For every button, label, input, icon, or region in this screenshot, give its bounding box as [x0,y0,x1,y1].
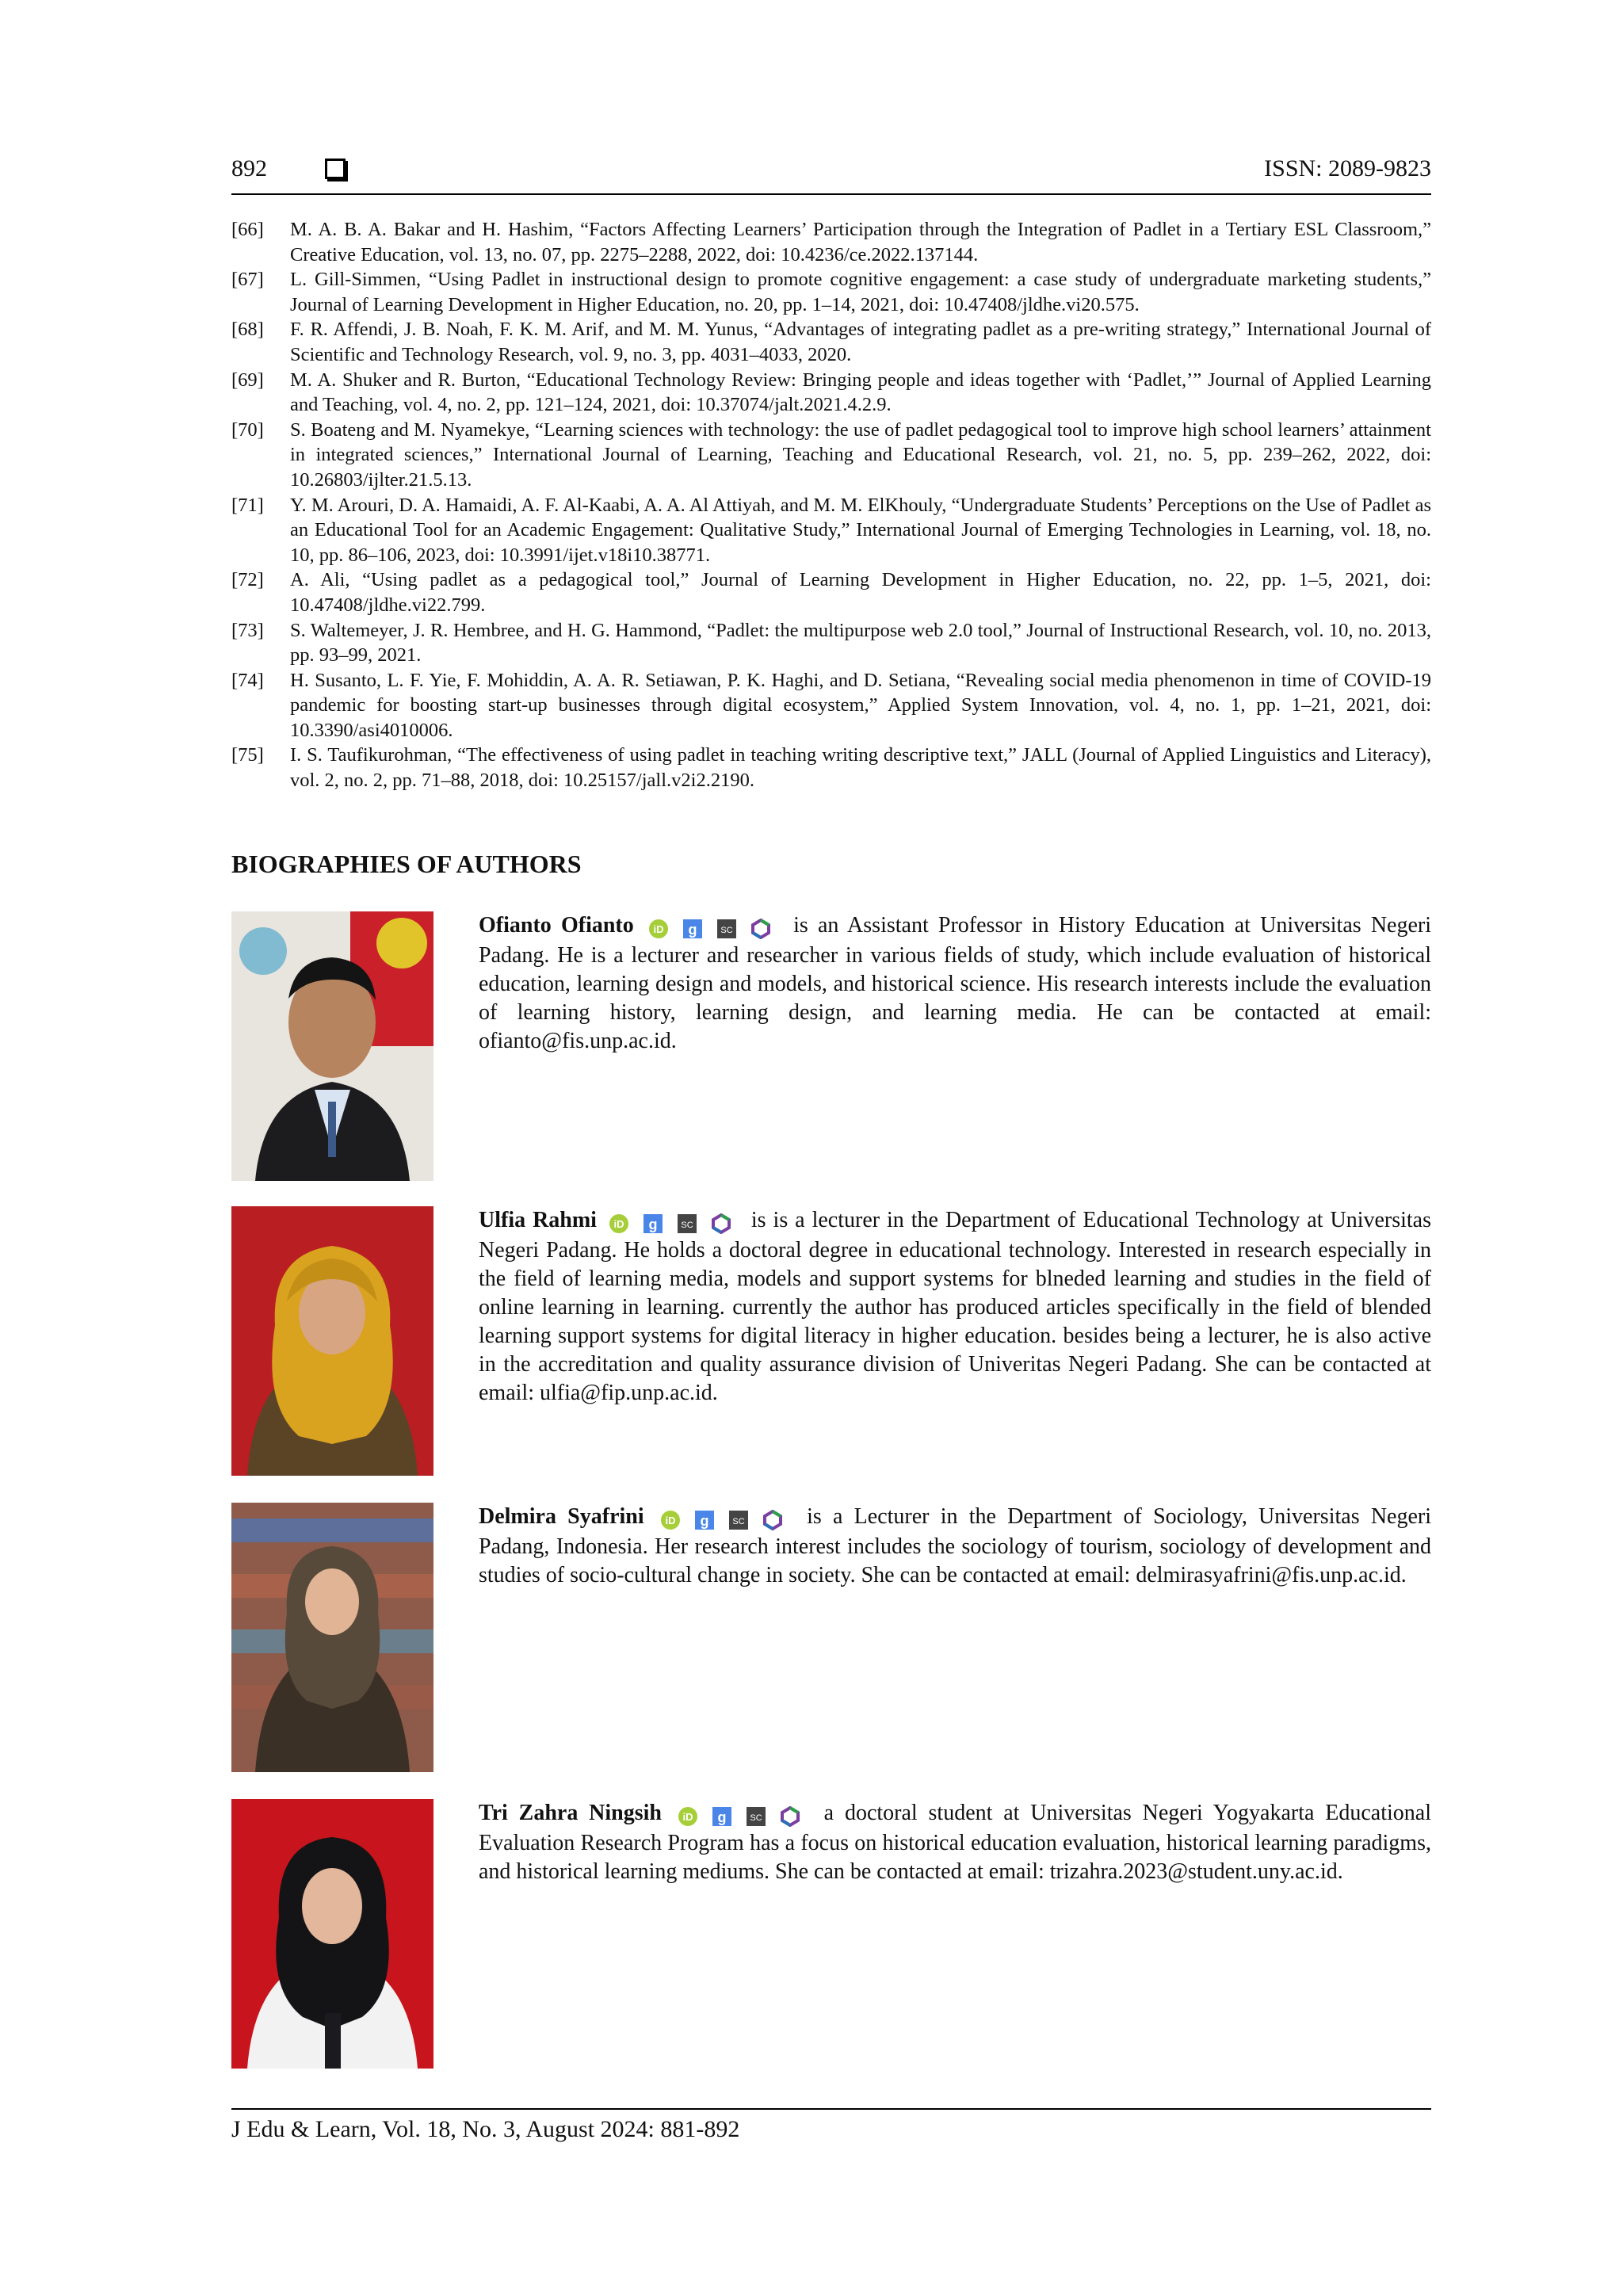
svg-text:g: g [717,1809,727,1825]
author-photo [231,1799,433,2069]
bio-text [479,1799,1431,1886]
author-bio [231,911,1431,1181]
author-photo [231,911,433,1181]
orcid-icon[interactable] [609,1213,629,1234]
google-scholar-icon[interactable] [643,1213,663,1234]
svg-text:iD: iD [665,1514,676,1526]
orcid-icon[interactable] [678,1806,698,1827]
page-number: 892 [231,155,267,181]
scopus-icon[interactable] [677,1213,697,1234]
page-header [231,155,1431,195]
google-scholar-icon[interactable] [694,1510,715,1530]
reference-item: [69] M. A. Shuker and R. Burton, “Educational Technology Review: Bringing people and ideas together with ‘Padlet,’” Journal of Applied Learning and Teaching, vol. 4, no. 2, pp. 121–124, 2021, doi: 10.37074/jalt.2021.4.2.9. [231,369,1431,416]
svg-text:SC: SC [750,1813,762,1823]
reference-item: [75] I. S. Taufikurohman, “The effectiveness of using padlet in teaching writing descriptive text,” JALL (Journal of Applied Linguistics and Literacy), vol. 2, no. 2, pp. 71–88, 2018, doi: 10.25157/jall.v2i2.2190. [231,744,1431,792]
bio-text [479,911,1431,1056]
bio-description: is an Assistant Professor in History Education at Universitas Negeri Padang. He is a lecturer and researcher in various fields of study, which include evaluation of historical education, learning design and models, and historical science. His research interests include the evaluation of learning history, learning design, and learning media. He can be contacted at email: ofianto@fis.unp.ac.id. [479,913,1432,1053]
reference-item: [71] Y. M. Arouri, D. A. Hamaidi, A. F. Al-Kaabi, A. A. Al Attiyah, and M. M. ElKhouly, “Undergraduate Students’ Perceptions on the Use of Padlet as an Educational Tool for an Academic Engagement: Qualitative Study,” International Journal of Emerging Technologies in Learning, vol. 18, no. 10, pp. 86–106, 2023, doi: 10.3991/ijet.v18i10.38771. [231,494,1431,566]
orcid-icon[interactable] [648,919,669,939]
reference-item: [66] M. A. B. A. Bakar and H. Hashim, “Factors Affecting Learners’ Participation through the Integration of Padlet in a Tertiary ESL Classroom,” Creative Education, vol. 13, no. 07, pp. 2275–2288, 2022, doi: 10.4236/ce.2022.137144. [231,219,1431,266]
author-bio [231,1503,1431,1772]
reference-item: [67] L. Gill-Simmen, “Using Padlet in instructional design to promote cognitive engagement: a case study of undergraduate marketing students,” Journal of Learning Development in Higher Education, no. 20, pp. 1–14, 2021, doi: 10.47408/jldhe.vi20.575. [231,269,1431,315]
page-footer: J Edu & Learn, Vol. 18, No. 3, August 2024: 881-892 [231,2108,1431,2143]
author-name: Ulfia Rahmi [479,1208,597,1232]
author-bio [231,1799,1431,2069]
reference-item: [70] S. Boateng and M. Nyamekye, “Learning sciences with technology: the use of padlet pedagogical tool to improve high school learners’ attainment in integrated sciences,” International Journal of Learning, Teaching and Educational Research, vol. 21, no. 5, pp. 239–262, 2022, doi: 10.26803/ijlter.21.5.13. [231,418,1431,491]
researcher-id-icon[interactable] [780,1806,800,1827]
author-name: Tri Zahra Ningsih [479,1801,662,1825]
svg-text:iD: iD [653,923,664,935]
scopus-icon[interactable] [728,1510,749,1530]
reference-item: [68] F. R. Affendi, J. B. Noah, F. K. M. Arif, and M. M. Yunus, “Advantages of integrating padlet as a pre-writing strategy,” International Journal of Scientific and Technology Research, vol. 9, no. 3, pp. 4031–4033, 2020. [231,319,1431,365]
reference-item: [74] H. Susanto, L. F. Yie, F. Mohiddin, A. A. R. Setiawan, P. K. Haghi, and D. Setiana, “Revealing social media phenomenon in time of COVID-19 pandemic for boosting start-up businesses through digital ecosystem,” Applied System Innovation, vol. 4, no. 1, pp. 1–21, 2021, doi: 10.3390/asi4010006. [231,669,1431,741]
svg-text:g: g [688,921,697,938]
author-name: Ofianto Ofianto [479,913,634,938]
bio-text [479,1206,1431,1408]
reference-item: [73] S. Waltemeyer, J. R. Hembree, and H. G. Hammond, “Padlet: the multipurpose web 2.0 tool,” Journal of Instructional Research, vol. 10, no. 2013, pp. 93–99, 2021. [231,619,1431,667]
issn: ISSN: 2089-9823 [1264,155,1431,181]
scopus-icon[interactable] [716,919,737,939]
scopus-icon[interactable] [746,1806,766,1827]
bio-description: a doctoral student at Universitas Negeri Yogyakarta Educational Evaluation Research Program has a focus on historical education evaluation, historical learning paradigms, and historical learning mediums. She can be contacted at email: trizahra.2023@student.uny.ac.id. [479,1801,1431,1884]
bio-description: is is a lecturer in the Department of Educational Technology at Universitas Negeri Padang. He holds a doctoral degree in educational technology. Interested in research especially in the field of learning media, models and support systems for blneded learning and studies in the field of online learning in learning. currently the author has produced articles specifically in the field of blended learning support systems for digital literacy in higher education. besides being a lecturer, he is also active in the accreditation and quality assurance division of Univeritas Negeri Padang. She can be contacted at email: ulfia@fip.unp.ac.id. [479,1208,1431,1405]
researcher-id-icon[interactable] [711,1213,731,1234]
researcher-id-icon[interactable] [762,1510,783,1530]
svg-text:g: g [700,1512,709,1529]
svg-text:iD: iD [613,1217,624,1230]
reference-item: [72] A. Ali, “Using padlet as a pedagogical tool,” Journal of Learning Development in Higher Education, no. 22, pp. 1–5, 2021, doi: 10.47408/jldhe.vi22.799. [231,569,1431,616]
section-title: BIOGRAPHIES OF AUTHORS [231,850,582,878]
author-name: Delmira Syafrini [479,1504,644,1529]
bio-description: is a Lecturer in the Department of Sociology, Universitas Negeri Padang, Indonesia. Her research interest includes the sociology of tourism, sociology of development and studies of socio-cultural change in society. She can be contacted at email: delmirasyafrini@fis.unp.ac.id. [479,1504,1431,1587]
svg-text:SC: SC [720,925,733,935]
author-bio [231,1206,1431,1476]
google-scholar-icon[interactable] [682,919,703,939]
google-scholar-icon[interactable] [712,1806,732,1827]
orcid-icon[interactable] [660,1510,681,1530]
svg-text:g: g [648,1216,658,1232]
reference-list [231,217,1431,793]
square-icon [325,159,346,179]
svg-text:SC: SC [681,1220,693,1230]
researcher-id-icon[interactable] [750,919,771,939]
svg-text:iD: iD [682,1810,693,1823]
author-photo [231,1206,433,1476]
svg-text:SC: SC [732,1516,745,1526]
author-photo [231,1503,433,1772]
bio-text [479,1503,1431,1590]
